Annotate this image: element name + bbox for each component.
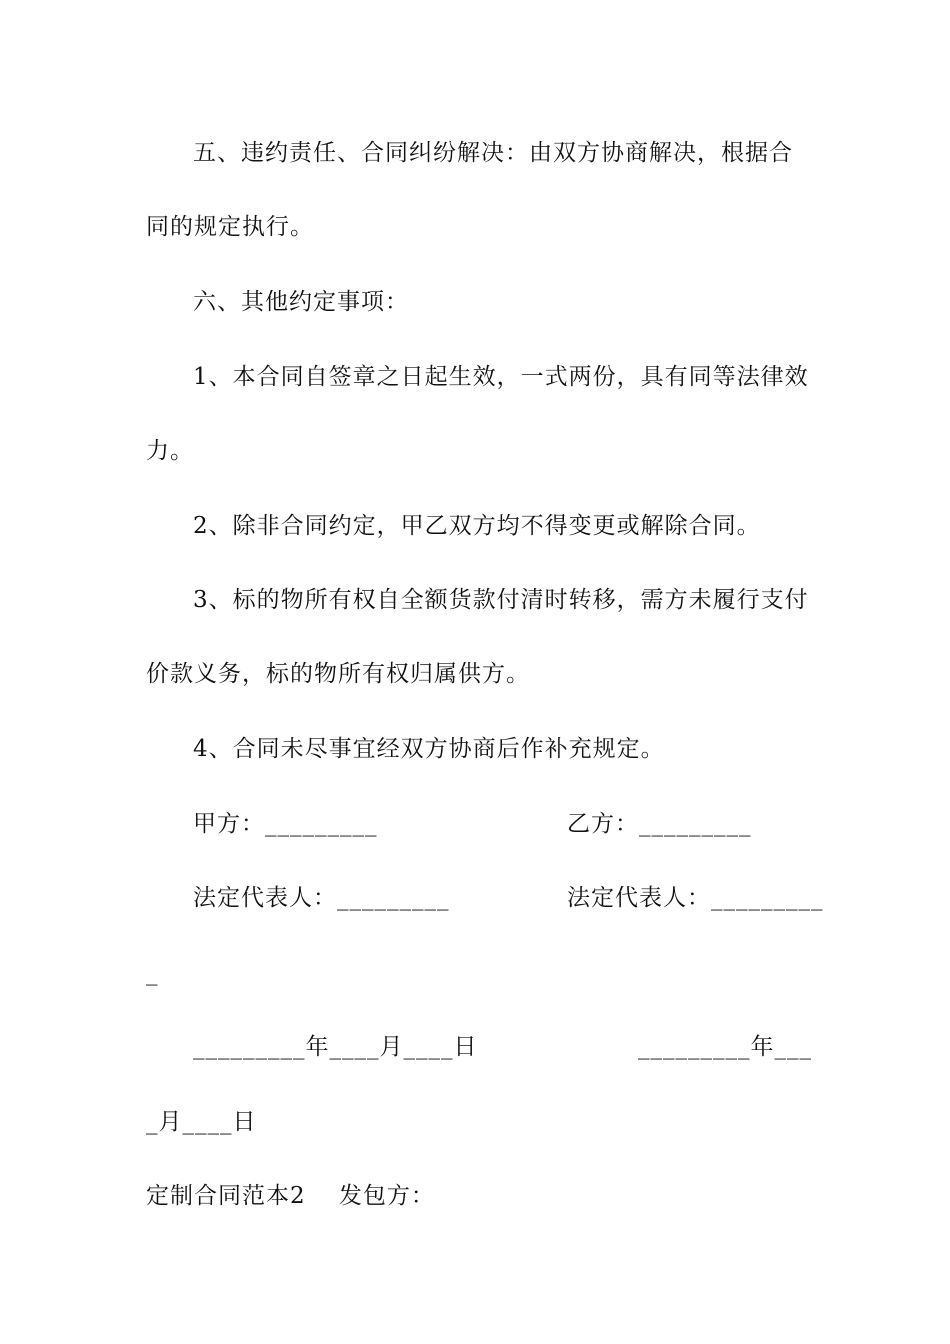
clause-1-line2: 力。	[146, 438, 194, 464]
party-a-signature: 甲方：_________	[193, 811, 378, 837]
next-section-heading: 定制合同范本2 发包方：	[146, 1183, 435, 1209]
clause-1-line1: 1、本合同自签章之日起生效，一式两份，具有同等法律效	[193, 364, 809, 390]
paragraph-breach-line2: 同的规定执行。	[146, 214, 314, 240]
party-b-representative-wrap: _	[146, 960, 159, 986]
clause-3-line2: 价款义务，标的物所有权归属供方。	[146, 661, 530, 687]
party-b-signature: 乙方：_________	[567, 811, 752, 837]
party-a-representative: 法定代表人：_________	[193, 885, 450, 911]
paragraph-other-terms: 六、其他约定事项：	[193, 289, 409, 315]
clause-2: 2、除非合同约定，甲乙双方均不得变更或解除合同。	[193, 513, 761, 539]
party-b-date-wrap: _月____日	[146, 1109, 257, 1135]
clause-4: 4、合同未尽事宜经双方协商后作补充规定。	[193, 736, 665, 762]
clause-3-line1: 3、标的物所有权自全额货款付清时转移，需方未履行支付	[193, 587, 809, 613]
party-b-date: _________年___	[638, 1034, 812, 1060]
paragraph-breach-line1: 五、违约责任、合同纠纷解决：由双方协商解决，根据合	[193, 140, 793, 166]
party-b-representative: 法定代表人：_________	[567, 885, 824, 911]
party-a-date: _________年____月____日	[193, 1034, 478, 1060]
